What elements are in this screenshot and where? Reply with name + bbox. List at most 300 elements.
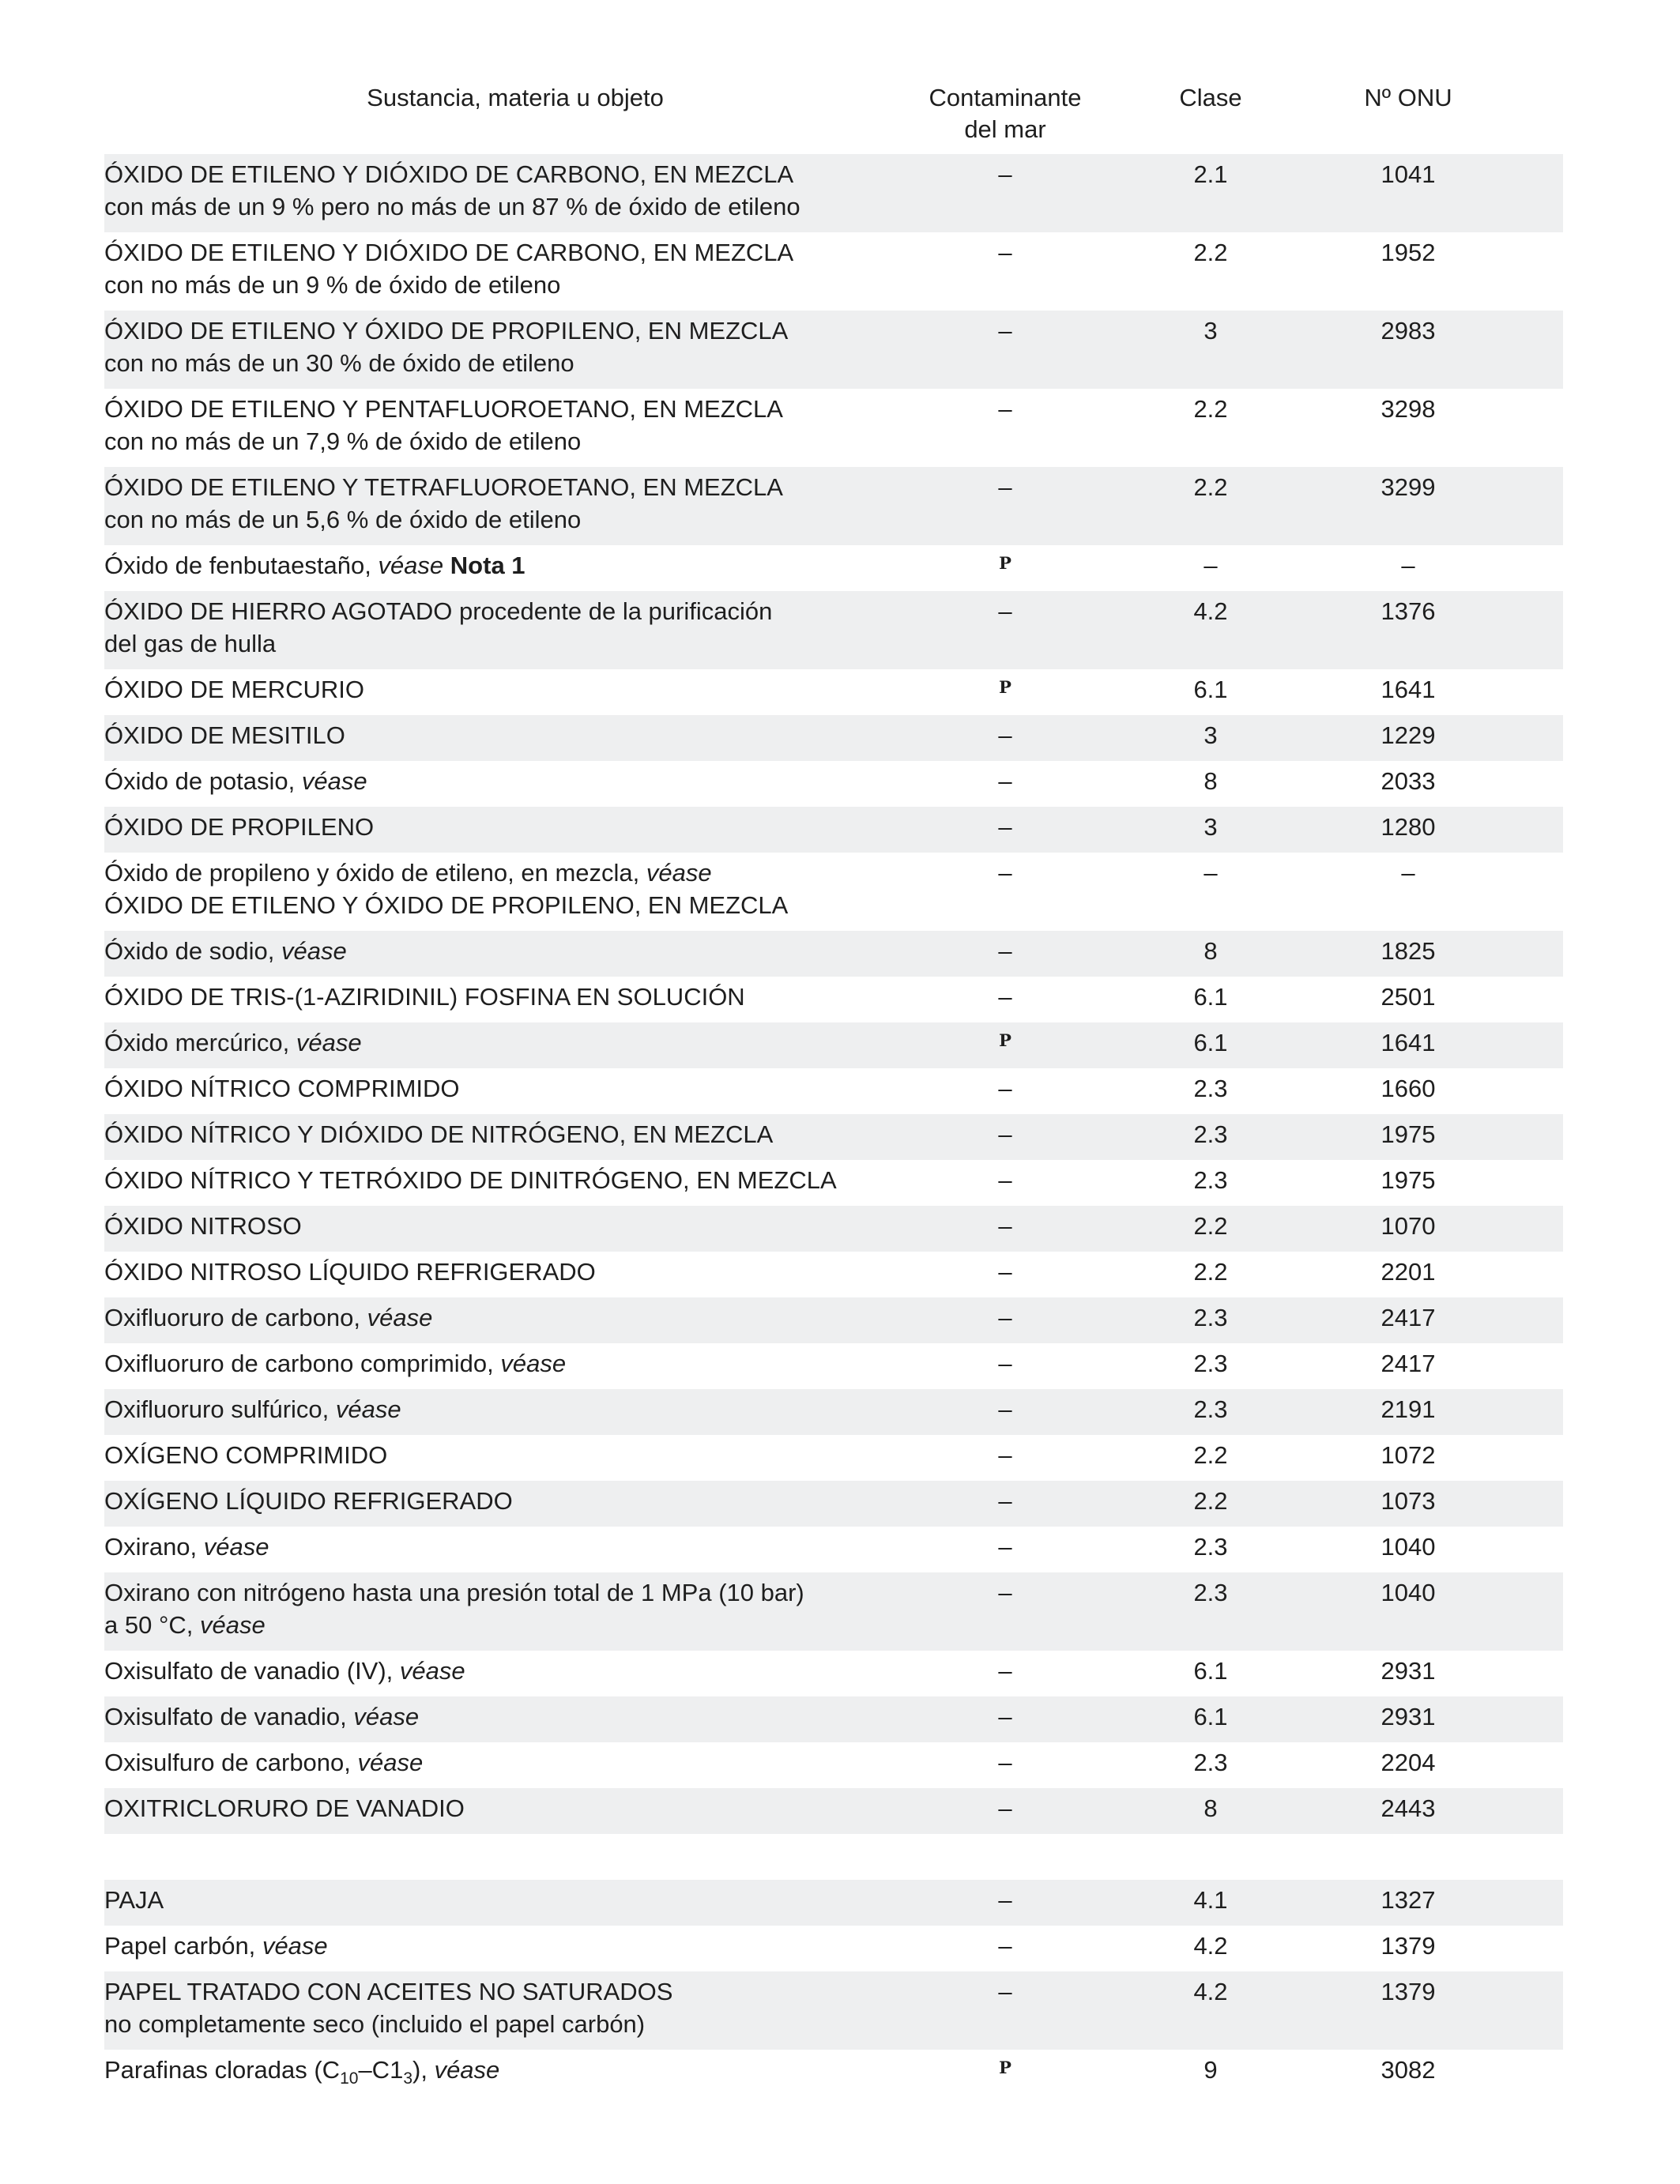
substance-text: Oxirano con nitrógeno hasta una presión total de 1 MPa (10 bar) bbox=[104, 1579, 804, 1606]
marine-pollutant-value: – bbox=[998, 1533, 1012, 1561]
marine-pollutant-cell bbox=[950, 1210, 1060, 1242]
marine-pollutant-value: – bbox=[998, 1304, 1012, 1331]
substance-line-1 bbox=[104, 935, 926, 967]
substance-text: PAJA bbox=[104, 1886, 164, 1914]
substance-text: Oxisulfuro de carbono, bbox=[104, 1749, 351, 1776]
marine-pollutant-value: – bbox=[998, 1166, 1012, 1194]
vease-reference: véase bbox=[335, 1395, 401, 1423]
class-cell: 2.3 bbox=[1193, 1350, 1228, 1377]
class-cell: 2.1 bbox=[1193, 160, 1228, 188]
substance-line-1 bbox=[104, 1256, 926, 1288]
class-cell: 4.1 bbox=[1193, 1886, 1228, 1914]
class-cell: 3 bbox=[1203, 721, 1218, 749]
table-row bbox=[104, 761, 1563, 807]
marine-pollutant-cell bbox=[950, 719, 1060, 751]
substance-text: ÓXIDO DE ETILENO Y DIÓXIDO DE CARBONO, EN MEZCLA bbox=[104, 239, 794, 266]
un-number-cell: 2191 bbox=[1381, 1395, 1436, 1423]
substance-line-1 bbox=[104, 1164, 926, 1196]
table-row bbox=[104, 977, 1563, 1022]
class-cell: 8 bbox=[1203, 937, 1218, 965]
substance-text: Óxido de propileno y óxido de etileno, en mezcla, bbox=[104, 859, 640, 887]
substance-text: Óxido mercúrico, bbox=[104, 1029, 290, 1056]
un-number-cell: 1379 bbox=[1381, 1978, 1436, 2005]
table-row bbox=[104, 1343, 1563, 1389]
vease-reference: véase bbox=[301, 767, 367, 795]
substance-name bbox=[104, 236, 926, 301]
marine-pollutant-cell bbox=[950, 393, 1060, 425]
substance-name bbox=[104, 1026, 926, 1059]
un-number-cell: 1379 bbox=[1381, 1932, 1436, 1960]
un-number-cell: 1825 bbox=[1381, 937, 1436, 965]
substance-text: Papel carbón, bbox=[104, 1932, 256, 1960]
substance-line-2 bbox=[104, 425, 926, 458]
substance-line-1 bbox=[104, 1975, 926, 2008]
substance-name bbox=[104, 1655, 926, 1687]
un-number-cell: 2204 bbox=[1381, 1749, 1436, 1776]
marine-pollutant-cell bbox=[950, 1393, 1060, 1425]
subscript: 3 bbox=[403, 2069, 412, 2088]
un-number-cell: 1975 bbox=[1381, 1166, 1436, 1194]
substance-line-1 bbox=[104, 1347, 926, 1380]
substance-text: con no más de un 30 % de óxido de etileno bbox=[104, 349, 574, 377]
class-cell: 6.1 bbox=[1193, 1029, 1228, 1056]
substance-name bbox=[104, 1975, 926, 2040]
un-number-cell: 2931 bbox=[1381, 1657, 1436, 1685]
header-class: Clase bbox=[1179, 84, 1242, 111]
table-row bbox=[104, 1160, 1563, 1206]
substance-name bbox=[104, 857, 926, 921]
class-cell: 2.3 bbox=[1193, 1120, 1228, 1148]
marine-pollutant-cell bbox=[950, 1439, 1060, 1471]
substance-line-2 bbox=[104, 503, 926, 536]
substance-line-1 bbox=[104, 1884, 926, 1916]
un-number-cell: 1641 bbox=[1381, 676, 1436, 703]
substance-line-1 bbox=[104, 549, 926, 582]
substance-text: Oxisulfato de vanadio, bbox=[104, 1703, 347, 1730]
marine-pollutant-cell bbox=[950, 549, 1060, 584]
marine-pollutant-value: – bbox=[998, 983, 1012, 1011]
substance-line-1 bbox=[104, 1301, 926, 1334]
marine-pollutant-cell bbox=[950, 1700, 1060, 1733]
marine-pollutant-value: – bbox=[998, 1350, 1012, 1377]
substance-name bbox=[104, 935, 926, 967]
substance-line-1 bbox=[104, 857, 926, 889]
un-number-cell: 2443 bbox=[1381, 1794, 1436, 1822]
marine-pollutant-cell bbox=[950, 1026, 1060, 1061]
marine-pollutant-cell bbox=[950, 1930, 1060, 1962]
substance-name bbox=[104, 1393, 926, 1425]
substance-text: Oxifluoruro de carbono comprimido, bbox=[104, 1350, 494, 1377]
vease-reference: véase bbox=[646, 859, 712, 887]
marine-pollutant-cell bbox=[950, 2054, 1060, 2088]
vease-reference: véase bbox=[378, 552, 444, 579]
substance-text: –C1 bbox=[358, 2056, 404, 2084]
marine-pollutant-cell bbox=[950, 935, 1060, 967]
substance-line-1 bbox=[104, 1485, 926, 1517]
substance-text: a 50 °C, bbox=[104, 1611, 194, 1639]
substance-name bbox=[104, 158, 926, 223]
vease-reference: véase bbox=[199, 1611, 266, 1639]
class-cell: 2.3 bbox=[1193, 1579, 1228, 1606]
class-cell: 2.2 bbox=[1193, 473, 1228, 501]
class-cell: 2.3 bbox=[1193, 1166, 1228, 1194]
substance-text: con no más de un 9 % de óxido de etileno bbox=[104, 271, 561, 299]
substance-line-1 bbox=[104, 1393, 926, 1425]
table-row bbox=[104, 154, 1563, 232]
un-number-cell: 2417 bbox=[1381, 1350, 1436, 1377]
marine-pollutant-cell bbox=[950, 1975, 1060, 2008]
marine-pollutant-cell bbox=[950, 673, 1060, 708]
un-number-cell: 2983 bbox=[1381, 317, 1436, 345]
un-number-cell: 2417 bbox=[1381, 1304, 1436, 1331]
un-number-cell: 3082 bbox=[1381, 2056, 1436, 2084]
substance-text: ÓXIDO NÍTRICO Y DIÓXIDO DE NITRÓGENO, EN MEZCLA bbox=[104, 1120, 774, 1148]
table-row bbox=[104, 1971, 1563, 2050]
un-number-cell: 1073 bbox=[1381, 1487, 1436, 1515]
marine-pollutant-value: – bbox=[998, 597, 1012, 625]
substance-line-1 bbox=[104, 158, 926, 190]
table-header bbox=[104, 79, 1563, 154]
un-number-cell: 1041 bbox=[1381, 160, 1436, 188]
marine-pollutant-value: – bbox=[998, 1075, 1012, 1102]
marine-pollutant-cell bbox=[950, 1792, 1060, 1824]
substance-text: ÓXIDO DE MERCURIO bbox=[104, 676, 364, 703]
header-marine-line1: Contaminante bbox=[929, 84, 1082, 111]
substance-text: ÓXIDO DE PROPILENO bbox=[104, 813, 375, 841]
class-cell: 6.1 bbox=[1193, 676, 1228, 703]
substance-line-1 bbox=[104, 1700, 926, 1733]
header-substance: Sustancia, materia u objeto bbox=[367, 84, 664, 111]
substance-name bbox=[104, 393, 926, 458]
table-row bbox=[104, 931, 1563, 977]
substance-text: con más de un 9 % pero no más de un 87 % de óxido de etileno bbox=[104, 193, 800, 220]
vease-reference: véase bbox=[434, 2056, 500, 2084]
un-number-cell: 1376 bbox=[1381, 597, 1436, 625]
class-cell: 6.1 bbox=[1193, 983, 1228, 1011]
substance-line-1 bbox=[104, 1930, 926, 1962]
substance-text: PAPEL TRATADO CON ACEITES NO SATURADOS bbox=[104, 1978, 673, 2005]
table-row bbox=[104, 1297, 1563, 1343]
substance-name bbox=[104, 2054, 926, 2086]
table-row bbox=[104, 591, 1563, 669]
marine-pollutant-value: – bbox=[998, 1932, 1012, 1960]
un-number-cell: – bbox=[1401, 552, 1415, 579]
substance-text: Parafinas cloradas (C bbox=[104, 2056, 341, 2084]
substance-line-1 bbox=[104, 471, 926, 503]
marine-pollutant-value: – bbox=[998, 1657, 1012, 1685]
marine-pollutant-cell bbox=[950, 811, 1060, 843]
un-number-cell: 2501 bbox=[1381, 983, 1436, 1011]
class-cell: 2.3 bbox=[1193, 1395, 1228, 1423]
marine-pollutant-value: – bbox=[998, 1703, 1012, 1730]
substance-name bbox=[104, 1164, 926, 1196]
marine-pollutant-cell bbox=[950, 595, 1060, 627]
substance-line-1 bbox=[104, 1531, 926, 1563]
un-number-cell: – bbox=[1401, 859, 1415, 887]
marine-pollutant-cell bbox=[950, 1746, 1060, 1779]
marine-pollutant-cell bbox=[950, 981, 1060, 1013]
vease-reference: véase bbox=[203, 1533, 269, 1561]
table-row bbox=[104, 1206, 1563, 1252]
marine-pollutant-value: – bbox=[998, 395, 1012, 423]
substance-name bbox=[104, 1439, 926, 1471]
class-cell: 8 bbox=[1203, 767, 1218, 795]
substance-text: ÓXIDO DE ETILENO Y PENTAFLUOROETANO, EN MEZCLA bbox=[104, 395, 783, 423]
substance-text: OXÍGENO LÍQUIDO REFRIGERADO bbox=[104, 1487, 513, 1515]
substance-line-1 bbox=[104, 314, 926, 347]
substance-name bbox=[104, 1256, 926, 1288]
substance-name bbox=[104, 1347, 926, 1380]
un-number-cell: 1229 bbox=[1381, 721, 1436, 749]
un-number-cell: 1072 bbox=[1381, 1441, 1436, 1469]
substance-text: ÓXIDO DE HIERRO AGOTADO procedente de la purificación bbox=[104, 597, 773, 625]
marine-pollutant-mark: P bbox=[999, 2058, 1011, 2077]
un-number-cell: 2033 bbox=[1381, 767, 1436, 795]
substance-line-1 bbox=[104, 1576, 926, 1609]
class-cell: 3 bbox=[1203, 813, 1218, 841]
substance-text: ÓXIDO DE ETILENO Y TETRAFLUOROETANO, EN MEZCLA bbox=[104, 473, 783, 501]
substance-text: ÓXIDO NÍTRICO Y TETRÓXIDO DE DINITRÓGENO, EN MEZCLA bbox=[104, 1166, 837, 1194]
substance-text: ÓXIDO DE TRIS-(1-AZIRIDINIL) FOSFINA EN SOLUCIÓN bbox=[104, 983, 745, 1011]
substance-name bbox=[104, 471, 926, 536]
class-cell: 4.2 bbox=[1193, 1932, 1228, 1960]
substance-line-1 bbox=[104, 811, 926, 843]
table-row bbox=[104, 1435, 1563, 1481]
substance-name bbox=[104, 673, 926, 706]
substance-line-1 bbox=[104, 1439, 926, 1471]
substance-text: Óxido de potasio, bbox=[104, 767, 296, 795]
marine-pollutant-value: – bbox=[998, 1579, 1012, 1606]
marine-pollutant-value: – bbox=[998, 1212, 1012, 1240]
substance-line-2 bbox=[104, 347, 926, 379]
class-cell: – bbox=[1203, 552, 1218, 579]
substance-text: OXÍGENO COMPRIMIDO bbox=[104, 1441, 388, 1469]
class-cell: 2.2 bbox=[1193, 1487, 1228, 1515]
substance-text: Oxirano, bbox=[104, 1533, 198, 1561]
marine-pollutant-value: – bbox=[998, 160, 1012, 188]
table-row bbox=[104, 1389, 1563, 1435]
marine-pollutant-cell bbox=[950, 1531, 1060, 1563]
substance-text: no completamente seco (incluido el papel carbón) bbox=[104, 2010, 646, 2038]
substance-line-1 bbox=[104, 595, 926, 627]
substance-line-1 bbox=[104, 1072, 926, 1105]
substance-name bbox=[104, 1930, 926, 1962]
marine-pollutant-cell bbox=[950, 1072, 1060, 1105]
table-row bbox=[104, 1068, 1563, 1114]
class-cell: – bbox=[1203, 859, 1218, 887]
table-row bbox=[104, 1252, 1563, 1297]
substance-text: del gas de hulla bbox=[104, 630, 277, 657]
table-spacer bbox=[104, 1834, 1563, 1880]
table-row bbox=[104, 1114, 1563, 1160]
marine-pollutant-value: – bbox=[998, 1120, 1012, 1148]
substance-text: ÓXIDO DE ETILENO Y ÓXIDO DE PROPILENO, EN MEZCLA bbox=[104, 891, 789, 919]
marine-pollutant-cell bbox=[950, 1884, 1060, 1916]
header-marine-line2: del mar bbox=[964, 115, 1046, 143]
substance-line-1 bbox=[104, 2054, 926, 2086]
substance-text: Oxisulfato de vanadio (IV), bbox=[104, 1657, 394, 1685]
marine-pollutant-mark: P bbox=[999, 553, 1011, 573]
table-row bbox=[104, 853, 1563, 931]
class-cell: 3 bbox=[1203, 317, 1218, 345]
marine-pollutant-mark: P bbox=[999, 677, 1011, 697]
class-cell: 6.1 bbox=[1193, 1657, 1228, 1685]
vease-reference: véase bbox=[281, 937, 347, 965]
substance-name bbox=[104, 1884, 926, 1916]
class-cell: 2.2 bbox=[1193, 239, 1228, 266]
table-row bbox=[104, 715, 1563, 761]
substance-line-2 bbox=[104, 269, 926, 301]
table-row bbox=[104, 232, 1563, 311]
vease-reference: véase bbox=[500, 1350, 567, 1377]
table-row bbox=[104, 807, 1563, 853]
un-number-cell: 2931 bbox=[1381, 1703, 1436, 1730]
table-row bbox=[104, 669, 1563, 715]
substance-text: OXITRICLORURO DE VANADIO bbox=[104, 1794, 465, 1822]
un-number-cell: 1327 bbox=[1381, 1886, 1436, 1914]
substance-table bbox=[104, 79, 1563, 2096]
un-number-cell: 1040 bbox=[1381, 1533, 1436, 1561]
substance-line-1 bbox=[104, 1792, 926, 1824]
marine-pollutant-cell bbox=[950, 1485, 1060, 1517]
marine-pollutant-value: – bbox=[998, 1794, 1012, 1822]
class-cell: 2.3 bbox=[1193, 1533, 1228, 1561]
substance-line-1 bbox=[104, 981, 926, 1013]
vease-reference: véase bbox=[262, 1932, 328, 1960]
substance-text: Óxido de fenbutaestaño, bbox=[104, 552, 371, 579]
un-number-cell: 1975 bbox=[1381, 1120, 1436, 1148]
substance-text: Oxifluoruro de carbono, bbox=[104, 1304, 360, 1331]
vease-reference: véase bbox=[367, 1304, 433, 1331]
substance-line-1 bbox=[104, 765, 926, 797]
header-un-number: Nº ONU bbox=[1364, 84, 1452, 111]
substance-line-2 bbox=[104, 190, 926, 223]
marine-pollutant-value: – bbox=[998, 473, 1012, 501]
substance-name bbox=[104, 1746, 926, 1779]
marine-pollutant-value: – bbox=[998, 1978, 1012, 2005]
marine-pollutant-cell bbox=[950, 857, 1060, 889]
substance-line-1 bbox=[104, 1118, 926, 1150]
substance-line-1 bbox=[104, 236, 926, 269]
un-number-cell: 3299 bbox=[1381, 473, 1436, 501]
marine-pollutant-value: – bbox=[998, 813, 1012, 841]
class-cell: 2.2 bbox=[1193, 395, 1228, 423]
table-row bbox=[104, 1926, 1563, 1971]
substance-name bbox=[104, 1576, 926, 1641]
substance-text: con no más de un 5,6 % de óxido de etileno bbox=[104, 506, 582, 533]
substance-name bbox=[104, 1072, 926, 1105]
substance-text: ÓXIDO NITROSO LÍQUIDO REFRIGERADO bbox=[104, 1258, 596, 1286]
substance-text: Óxido de sodio, bbox=[104, 937, 275, 965]
un-number-cell: 3298 bbox=[1381, 395, 1436, 423]
un-number-cell: 1040 bbox=[1381, 1579, 1436, 1606]
substance-name bbox=[104, 1792, 926, 1824]
class-cell: 8 bbox=[1203, 1794, 1218, 1822]
marine-pollutant-cell bbox=[950, 1576, 1060, 1609]
substance-name bbox=[104, 1485, 926, 1517]
note-reference: Nota 1 bbox=[450, 552, 525, 579]
substance-text: ÓXIDO NÍTRICO COMPRIMIDO bbox=[104, 1075, 460, 1102]
substance-text: ÓXIDO DE MESITILO bbox=[104, 721, 345, 749]
table-row bbox=[104, 1742, 1563, 1788]
marine-pollutant-value: – bbox=[998, 767, 1012, 795]
un-number-cell: 1952 bbox=[1381, 239, 1436, 266]
substance-line-2 bbox=[104, 2008, 926, 2040]
substance-name bbox=[104, 981, 926, 1013]
marine-pollutant-value: – bbox=[998, 317, 1012, 345]
marine-pollutant-value: – bbox=[998, 1886, 1012, 1914]
substance-line-1 bbox=[104, 673, 926, 706]
substance-line-2 bbox=[104, 1609, 926, 1641]
class-cell: 6.1 bbox=[1193, 1703, 1228, 1730]
marine-pollutant-value: – bbox=[998, 1487, 1012, 1515]
marine-pollutant-cell bbox=[950, 1256, 1060, 1288]
vease-reference: véase bbox=[353, 1703, 420, 1730]
marine-pollutant-cell bbox=[950, 314, 1060, 347]
substance-name bbox=[104, 595, 926, 660]
marine-pollutant-value: – bbox=[998, 937, 1012, 965]
substance-name bbox=[104, 719, 926, 751]
table-row bbox=[104, 1651, 1563, 1696]
table-row bbox=[104, 1022, 1563, 1068]
class-cell: 2.2 bbox=[1193, 1441, 1228, 1469]
marine-pollutant-value: – bbox=[998, 1395, 1012, 1423]
substance-text: ÓXIDO DE ETILENO Y DIÓXIDO DE CARBONO, EN MEZCLA bbox=[104, 160, 794, 188]
substance-name bbox=[104, 1118, 926, 1150]
substance-name bbox=[104, 765, 926, 797]
table-row bbox=[104, 1572, 1563, 1651]
un-number-cell: 1280 bbox=[1381, 813, 1436, 841]
marine-pollutant-mark: P bbox=[999, 1030, 1011, 1050]
table-row bbox=[104, 1696, 1563, 1742]
table-body bbox=[104, 154, 1563, 2096]
substance-line-1 bbox=[104, 1746, 926, 1779]
marine-pollutant-cell bbox=[950, 471, 1060, 503]
vease-reference: véase bbox=[357, 1749, 424, 1776]
class-cell: 4.2 bbox=[1193, 597, 1228, 625]
marine-pollutant-cell bbox=[950, 1347, 1060, 1380]
table-row bbox=[104, 389, 1563, 467]
un-number-cell: 1641 bbox=[1381, 1029, 1436, 1056]
marine-pollutant-value: – bbox=[998, 1441, 1012, 1469]
substance-line-2 bbox=[104, 889, 926, 921]
substance-text: ÓXIDO NITROSO bbox=[104, 1212, 302, 1240]
substance-name bbox=[104, 1531, 926, 1563]
vease-reference: véase bbox=[296, 1029, 362, 1056]
marine-pollutant-value: – bbox=[998, 1258, 1012, 1286]
vease-reference: véase bbox=[399, 1657, 465, 1685]
substance-name bbox=[104, 549, 926, 582]
marine-pollutant-cell bbox=[950, 1164, 1060, 1196]
substance-name bbox=[104, 1301, 926, 1334]
un-number-cell: 1660 bbox=[1381, 1075, 1436, 1102]
table-row bbox=[104, 1481, 1563, 1527]
marine-pollutant-cell bbox=[950, 1301, 1060, 1334]
marine-pollutant-cell bbox=[950, 1655, 1060, 1687]
substance-line-1 bbox=[104, 1655, 926, 1687]
class-cell: 9 bbox=[1203, 2056, 1218, 2084]
class-cell: 2.3 bbox=[1193, 1304, 1228, 1331]
table-row bbox=[104, 467, 1563, 545]
table-row bbox=[104, 311, 1563, 389]
table-row bbox=[104, 545, 1563, 591]
substance-text: con no más de un 7,9 % de óxido de etileno bbox=[104, 427, 582, 455]
substance-line-1 bbox=[104, 1026, 926, 1059]
substance-text: ), bbox=[412, 2056, 428, 2084]
table-row bbox=[104, 2050, 1563, 2096]
class-cell: 2.2 bbox=[1193, 1212, 1228, 1240]
class-cell: 2.2 bbox=[1193, 1258, 1228, 1286]
